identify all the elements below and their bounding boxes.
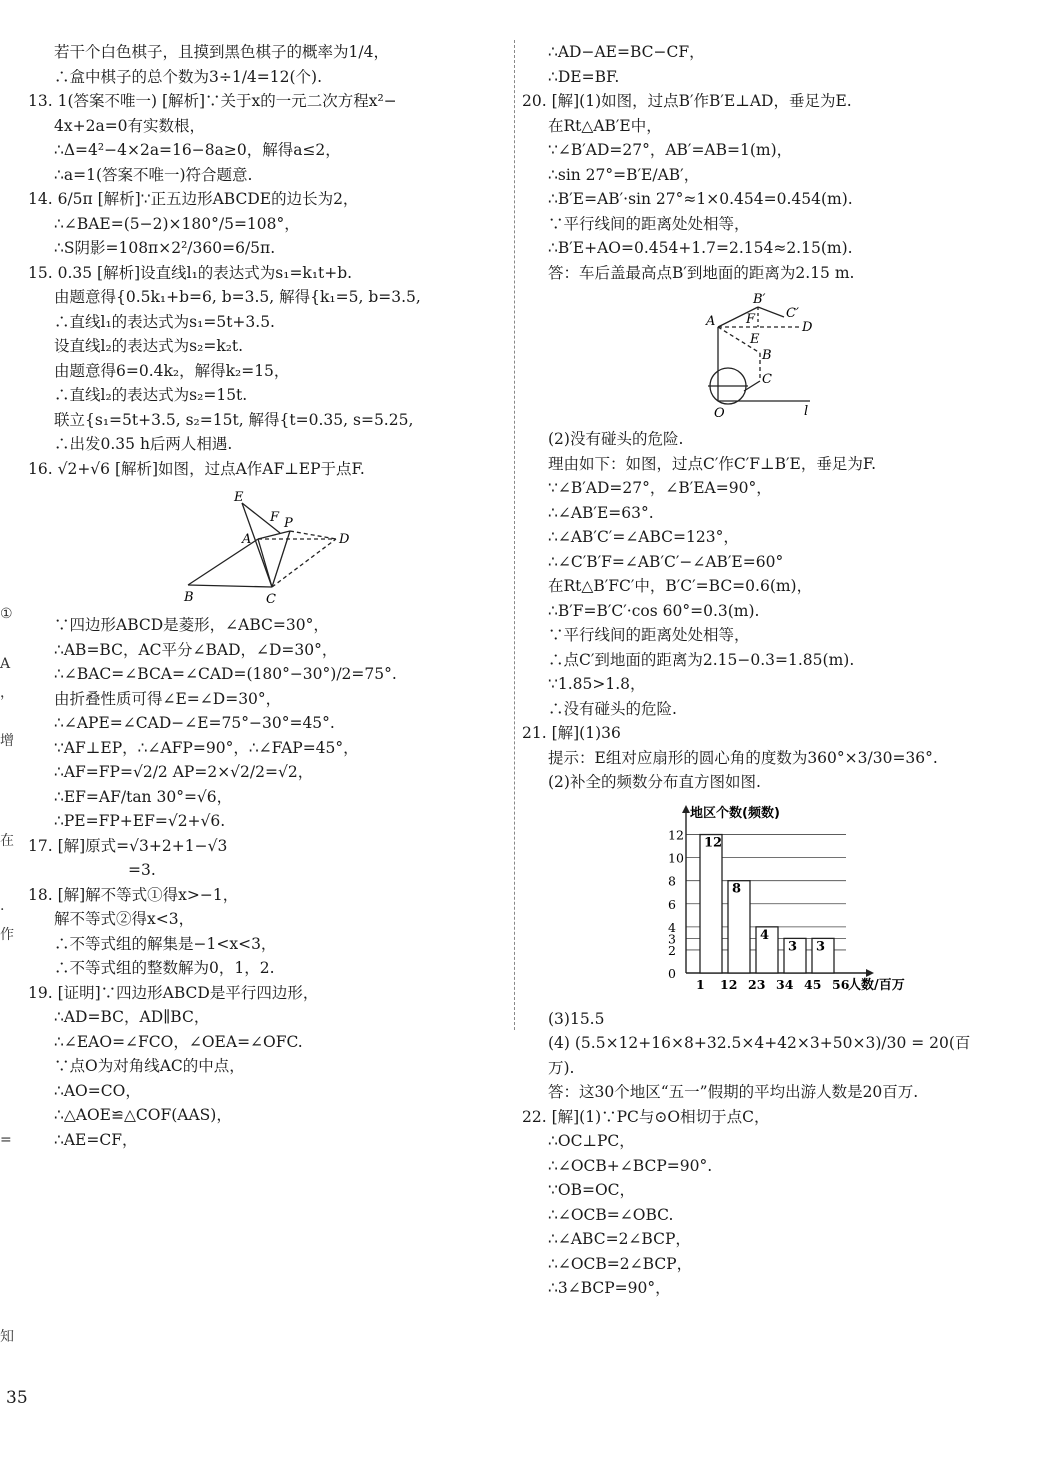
fig20-label-B: B (762, 348, 772, 363)
text-line: ∴OC⊥PC， (548, 1132, 635, 1150)
text-line: ∴AB=BC，AC平分∠BAD，∠D=30°， (54, 640, 338, 659)
fig20-label-E: E (750, 332, 760, 347)
text-line: ∴EF=AF/tan 30°=√6， (54, 787, 233, 806)
fig20-edge (758, 307, 784, 317)
text-line: 答：这30个地区“五一”假期的平均出游人数是20百万. (548, 1083, 919, 1101)
figure-16-svg (28, 487, 508, 607)
text-line: ∵∠B′AD=27°，AB′=AB=1(m)， (548, 141, 793, 159)
text-line: 若干个白色棋子，且摸到黑色棋子的概率为1/4， (54, 43, 389, 61)
margin-mark-8: = (0, 1132, 12, 1148)
text-line: ∴sin 27°=B′E/AB′， (548, 165, 700, 184)
text-line: 解不等式②得x<3， (54, 910, 195, 928)
fig16-label-D: D (339, 532, 350, 547)
fig16-label-F: F (270, 510, 280, 525)
text-line: (3)15.5 (548, 1009, 605, 1028)
x-tick-label: 1 (696, 976, 705, 992)
x-tick-label: 34 (776, 976, 794, 992)
y-axis-label: 地区个数(频数) (690, 805, 780, 821)
text-line: ∴B′E+AO=0.454+1.7=2.154≈2.15(m). (548, 239, 853, 257)
text-line: ∴∠OCB+∠BCP=90°. (548, 1156, 713, 1175)
text-line: ∴△AOE≌△COF(AAS)， (54, 1106, 232, 1124)
text-line: ∵四边形ABCD是菱形，∠ABC=30°， (54, 616, 329, 634)
text-line: ∴AO=CO， (54, 1081, 141, 1100)
text-line: ∴∠BAE=(5−2)×180°/5=108°， (54, 214, 300, 233)
fig20-label-B-prime: B′ (753, 292, 766, 307)
fig20-label-A: A (706, 314, 716, 329)
bar-value-label: 12 (704, 835, 723, 851)
margin-mark-3: ， (0, 685, 14, 701)
text-line: ∴∠AB′E=63°. (548, 503, 654, 522)
y-tick-label: 3 (668, 930, 676, 946)
bar-value-label: 8 (732, 881, 742, 897)
text-line: ∴AF=FP=√2/2 AP=2×√2/2=√2， (54, 763, 314, 781)
fig16-label-E: E (234, 490, 244, 505)
margin-mark-5: 在 (0, 833, 14, 849)
margin-mark-9: 知 (0, 1329, 14, 1345)
bar-value-label: 3 (788, 938, 798, 954)
fig16-edge (258, 539, 272, 587)
fig16-label-C: C (266, 592, 276, 607)
text-line: ∴出发0.35 h后两人相遇. (54, 435, 233, 453)
x-tick-label: 23 (748, 976, 766, 992)
text-line: ∴∠APE=∠CAD−∠E=75°−30°=45°. (54, 714, 335, 732)
margin-mark-4: 增 (0, 733, 14, 749)
right-column (522, 40, 1038, 1301)
text-line: ∵∠B′AD=27°，∠B′EA=90°， (548, 479, 772, 497)
fig20-label-D: D (802, 320, 813, 335)
bar-value-label: 3 (816, 938, 826, 954)
y-tick-label: 10 (668, 850, 684, 866)
text-line: 在Rt△AB′E中， (548, 116, 662, 135)
text-line: ∴∠BAC=∠BCA=∠CAD=(180°−30°)/2=75°. (54, 665, 397, 683)
answer-18: 18. [解]解不等式①得x>−1， (28, 885, 239, 904)
figure-16-rhombus (28, 487, 508, 607)
margin-mark-2: A (0, 656, 11, 672)
answer-21: 21. [解](1)36 (522, 724, 621, 742)
text-line: 万). (548, 1058, 575, 1077)
fig16-label-P: P (284, 516, 293, 531)
answer-22: 22. [解](1)∵PC与⊙O相切于点C， (522, 1107, 770, 1126)
margin-mark-1: ① (0, 606, 13, 622)
fig16-edge (258, 531, 290, 539)
text-line: ∵点O为对角线AC的中点， (54, 1057, 245, 1075)
margin-mark-7: 作 (0, 927, 14, 943)
text-line: ∴DE=BF. (548, 67, 620, 86)
y-tick-label: 12 (668, 827, 684, 843)
text-line: ∴没有碰头的危险. (548, 699, 677, 718)
answer-16: 16. √2+√6 [解析]如图，过点A作AF⊥EP于点F. (28, 459, 365, 478)
figure-20-car (548, 291, 1038, 421)
text-line: ∴AD=BC，AD∥BC， (54, 1008, 210, 1026)
text-line: ∴∠AB′C′=∠ABC=123°， (548, 528, 739, 546)
text-line: ∴直线l₁的表达式为s₁=5t+3.5. (54, 312, 275, 331)
fig16-label-A: A (242, 532, 252, 547)
fig20-label-C-prime: C′ (786, 306, 799, 321)
y-axis-arrow (682, 805, 690, 813)
text-line: ∴不等式组的解集是−1<x<3， (54, 934, 277, 953)
text-line: ∴AE=CF， (54, 1130, 138, 1149)
x-axis-arrow (866, 969, 874, 977)
histogram-svg (548, 801, 1038, 1001)
text-line: ∵AF⊥EP，∴∠AFP=90°，∴∠FAP=45°， (54, 738, 359, 757)
x-tick-label: 45 (804, 976, 822, 992)
text-line: (4) (5.5×12+16×8+32.5×4+42×3+50×3)/30 = 20(百 (548, 1034, 971, 1052)
x-tick-label: 56 (832, 976, 850, 992)
text-line: ∵OB=OC， (548, 1181, 636, 1199)
answer-15: 15. 0.35 [解析]设直线l₁的表达式为s₁=k₁t+b. (28, 263, 353, 282)
x-tick-label: 12 (720, 976, 738, 992)
text-line: ∴∠C′B′F=∠AB′C′−∠AB′E=60° (548, 552, 784, 571)
text-line: 设直线l₂的表达式为s₂=k₂t. (54, 337, 244, 355)
y-tick-label: 2 (668, 942, 676, 958)
answer-14: 14. 6/5π [解析]∵正五边形ABCDE的边长为2， (28, 190, 359, 208)
text-line: 由题意得6=0.4k₂，解得k₂=15， (54, 361, 290, 380)
text-line: ∵平行线间的距离处处相等， (548, 214, 750, 233)
text-line: (2)没有碰头的危险. (548, 430, 684, 448)
histogram-figure (548, 801, 1038, 1001)
fig20-label-O: O (714, 406, 725, 421)
page-number: 35 (6, 1388, 28, 1408)
fig16-label-B: B (184, 590, 194, 605)
text-line: ∴不等式组的整数解为0，1，2. (54, 959, 275, 977)
text-line: 答：车后盖最高点B′到地面的距离为2.15 m. (548, 263, 855, 282)
x-axis-label: 人数/百万 (848, 977, 905, 993)
answer-13: 13. 1(答案不唯一) [解析]∵关于x的一元二次方程x²− (28, 92, 397, 110)
text-line: ∴a=1(答案不唯一)符合题意. (54, 165, 253, 184)
text-line: ∴盒中棋子的总个数为3÷1/4=12(个). (54, 67, 323, 86)
y-tick-label: 0 (668, 965, 676, 981)
y-tick-label: 4 (668, 919, 676, 935)
left-column (28, 40, 508, 1152)
fig16-edge (272, 539, 336, 587)
fig20-label-F: F (746, 312, 756, 327)
text-line: ∴Δ=4²−4×2a=16−8a≥0，解得a≤2， (54, 141, 341, 159)
y-tick-label: 8 (668, 873, 676, 889)
text-line: ∴∠EAO=∠FCO，∠OEA=∠OFC. (54, 1032, 303, 1051)
text-line: ∴PE=FP+EF=√2+√6. (54, 812, 226, 830)
column-divider (514, 40, 515, 1030)
bar-value-label: 4 (760, 927, 770, 943)
text-line: ∴AD−AE=BC−CF， (548, 43, 705, 61)
text-line: ∴B′F=B′C′·cos 60°=0.3(m). (548, 601, 760, 620)
text-line: ∴∠OCB=∠OBC. (548, 1205, 674, 1224)
text-line: 4x+2a=0有实数根， (54, 116, 206, 135)
text-line: ∴∠OCB=2∠BCP， (548, 1254, 693, 1273)
answer-19: 19. [证明]∵四边形ABCD是平行四边形， (28, 983, 319, 1002)
text-line: 由题意得{0.5k₁+b=6, b=3.5, 解得{k₁=5, b=3.5, (54, 288, 421, 306)
fig16-edge (188, 585, 272, 587)
histogram-bar (700, 834, 722, 972)
text-line: (2)补全的频数分布直方图如图. (548, 773, 761, 791)
fig20-label-C: C (762, 372, 772, 387)
text-line: 联立{s₁=5t+3.5, s₂=15t, 解得{t=0.35, s=5.25, (54, 410, 414, 429)
answer-17: 17. [解]原式=√3+2+1−√3 (28, 836, 228, 855)
text-line: ∴3∠BCP=90°， (548, 1279, 671, 1297)
text-line: =3. (128, 861, 156, 879)
text-line: 在Rt△B′FC′中，B′C′=BC=0.6(m)， (548, 577, 813, 595)
answer-20: 20. [解](1)如图，过点B′作B′E⊥AD，垂足为E. (522, 92, 852, 110)
text-line: ∴点C′到地面的距离为2.15−0.3=1.85(m). (548, 650, 855, 669)
text-line: 由折叠性质可得∠E=∠D=30°， (54, 689, 282, 708)
text-line: ∵1.85>1.8， (548, 675, 646, 693)
text-line: ∴B′E=AB′·sin 27°≈1×0.454=0.454(m). (548, 190, 853, 208)
y-tick-label: 6 (668, 896, 676, 912)
text-line: 理由如下：如图，过点C′作C′F⊥B′E，垂足为F. (548, 454, 877, 473)
figure-20-svg (548, 291, 1038, 421)
text-line: ∴S阴影=108π×2²/360=6/5π. (54, 239, 276, 257)
text-line: ∴直线l₂的表达式为s₂=15t. (54, 386, 248, 404)
fig20-label-l: l (804, 404, 809, 419)
fig16-edge (290, 531, 336, 539)
text-line: ∴∠ABC=2∠BCP， (548, 1230, 691, 1248)
margin-mark-6: . (0, 898, 5, 914)
text-line: 提示：E组对应扇形的圆心角的度数为360°×3/30=36°. (548, 748, 938, 767)
text-line: ∵平行线间的距离处处相等， (548, 626, 750, 644)
